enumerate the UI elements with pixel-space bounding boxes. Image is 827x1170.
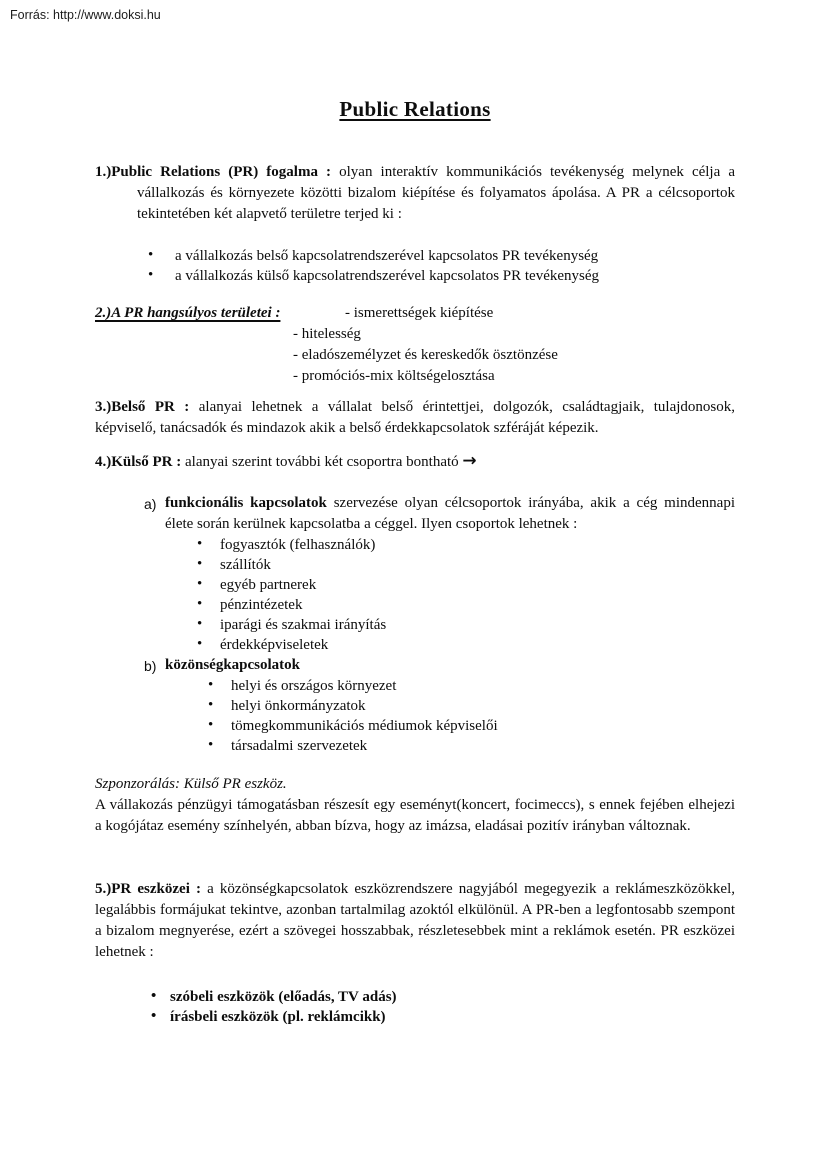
list-item bbox=[95, 736, 735, 756]
bullet-marker-icon: • bbox=[197, 556, 203, 572]
section-1-bullet-list bbox=[95, 246, 735, 286]
section-5-bullet-list bbox=[95, 987, 735, 1027]
bullet-marker-icon: • bbox=[151, 1008, 157, 1024]
list-item bbox=[95, 1007, 735, 1027]
section-4a-bullet-list bbox=[95, 535, 735, 655]
list-item-text: iparági és szakmai irányítás bbox=[220, 617, 387, 633]
source-line: Forrás: http://www.doksi.hu bbox=[10, 8, 161, 22]
sponsor-paragraph: A vállakozás pénzügyi támogatásban részesít egy eseményt(koncert, focimeccs), s ennek fejében elhejezi a kogójátaz esemény színhelyén, abban bízva, hogy az imázsa, eladásai pozitív irányban változnak. bbox=[95, 797, 735, 834]
list-item bbox=[95, 987, 735, 1007]
list-item bbox=[95, 716, 735, 736]
section-5-paragraph bbox=[95, 879, 735, 963]
section-3-paragraph bbox=[95, 397, 735, 439]
list-item bbox=[95, 696, 735, 716]
bullet-marker-icon: • bbox=[208, 697, 214, 713]
arrow-right-icon: → bbox=[462, 451, 477, 471]
section-2-heading-row bbox=[95, 303, 735, 324]
bullet-marker-icon: • bbox=[197, 536, 203, 552]
section-4-paragraph bbox=[95, 451, 735, 473]
list-item-text: társadalmi szervezetek bbox=[231, 738, 368, 754]
list-item bbox=[95, 635, 735, 655]
section-5-lead: 5.)PR eszközei : bbox=[95, 881, 201, 897]
section-4b-lead: közönségkapcsolatok bbox=[165, 657, 301, 673]
list-item bbox=[95, 575, 735, 595]
list-item-text: írásbeli eszközök (pl. reklámcikk) bbox=[170, 1009, 386, 1025]
section-4b-bullet-list bbox=[95, 676, 735, 756]
section-1-paragraph bbox=[95, 162, 735, 225]
list-item bbox=[95, 676, 735, 696]
list-item-text: pénzintézetek bbox=[220, 597, 303, 613]
list-item-text: helyi és országos környezet bbox=[231, 678, 397, 694]
list-item-text: szállítók bbox=[220, 557, 271, 573]
list-item-text: fogyasztók (felhasználók) bbox=[220, 537, 376, 553]
section-2 bbox=[95, 303, 735, 387]
list-item-text: érdekképviseletek bbox=[220, 637, 329, 653]
bullet-marker-icon: • bbox=[197, 576, 203, 592]
page-title bbox=[95, 96, 735, 122]
bullet-marker-icon: • bbox=[148, 247, 154, 263]
list-marker-b: b) bbox=[144, 658, 157, 674]
section-3-lead: 3.)Belső PR : bbox=[95, 399, 190, 415]
bullet-marker-icon: • bbox=[208, 737, 214, 753]
page-title-text: Public Relations bbox=[339, 97, 491, 121]
bullet-marker-icon: • bbox=[197, 636, 203, 652]
list-item-text: szóbeli eszközök (előadás, TV adás) bbox=[170, 989, 397, 1005]
list-item-text: tömegkommunikációs médiumok képviselői bbox=[231, 718, 498, 734]
section-5-body: a közönségkapcsolatok eszközrendszere nagyjából megegyezik a reklámeszközökkel, legalábbis formájukat tekintve, azonban tartalmilag azoktól elkülönül. A PR-ben a legfontosabb szempont a bizalom megnyerése, ezért a szövegei hosszabbak, részletesebbek mint a reklámok esetén. PR eszközei lehetnek : bbox=[95, 881, 736, 960]
section-4-lead: 4.)Külső PR : bbox=[95, 454, 182, 470]
section-1-lead: 1.)Public Relations (PR) fogalma : bbox=[95, 164, 332, 180]
list-item bbox=[95, 535, 735, 555]
bullet-marker-icon: • bbox=[208, 717, 214, 733]
list-item-text: a vállalkozás belső kapcsolatrendszerével kapcsolatos PR tevékenység bbox=[175, 248, 599, 264]
section-4a-body: szervezése olyan célcsoportok irányába, akik a cég mindennapi élete során kerülnek kapcsolatba a céggel. Ilyen csoportok lehetnek : bbox=[165, 495, 736, 532]
list-item-text: egyéb partnerek bbox=[220, 577, 317, 593]
list-marker-a: a) bbox=[144, 496, 157, 512]
section-2-item: - ismerettségek kiépítése bbox=[345, 305, 494, 321]
list-item bbox=[95, 266, 735, 286]
document-body bbox=[95, 0, 735, 1027]
section-3-body: alanyai lehetnek a vállalat belső érintettjei, dolgozók, családtagjaik, tulajdonosok, képviselő, tanácsadók és mindazok akik a belső érdekkapcsolatok szféráját képezik. bbox=[95, 399, 736, 436]
list-item bbox=[95, 615, 735, 635]
list-item-text: a vállalkozás külső kapcsolatrendszerével kapcsolatos PR tevékenység bbox=[175, 268, 600, 284]
bullet-marker-icon: • bbox=[151, 988, 157, 1004]
section-2-item: - eladószemélyzet és kereskedők ösztönzése bbox=[293, 347, 558, 363]
section-1-body: olyan interaktív kommunikációs tevékenység melynek célja a vállalkozás és környezete közötti bizalom kiépítése és folyamatos ápolása. A PR a célcsoportok tekintetében két alapvető területre terjed ki : bbox=[137, 164, 735, 222]
list-item bbox=[95, 246, 735, 266]
sponsor-heading: Szponzorálás: Külső PR eszköz. bbox=[95, 776, 287, 792]
list-item-text: helyi önkormányzatok bbox=[231, 698, 366, 714]
section-2-item: - promóciós-mix költségelosztása bbox=[293, 368, 495, 384]
bullet-marker-icon: • bbox=[148, 267, 154, 283]
list-item bbox=[95, 555, 735, 575]
section-4b bbox=[95, 655, 735, 676]
section-2-item-list bbox=[293, 324, 735, 387]
section-4a-lead: funkcionális kapcsolatok bbox=[165, 495, 327, 511]
bullet-marker-icon: • bbox=[197, 616, 203, 632]
bullet-marker-icon: • bbox=[197, 596, 203, 612]
section-4a bbox=[95, 493, 735, 535]
section-2-heading: 2.)A PR hangsúlyos területei : bbox=[95, 305, 281, 321]
section-4-body: alanyai szerint további két csoportra bontható bbox=[181, 454, 463, 470]
bullet-marker-icon: • bbox=[208, 677, 214, 693]
section-2-item: - hitelesség bbox=[293, 326, 361, 342]
list-item bbox=[95, 595, 735, 615]
